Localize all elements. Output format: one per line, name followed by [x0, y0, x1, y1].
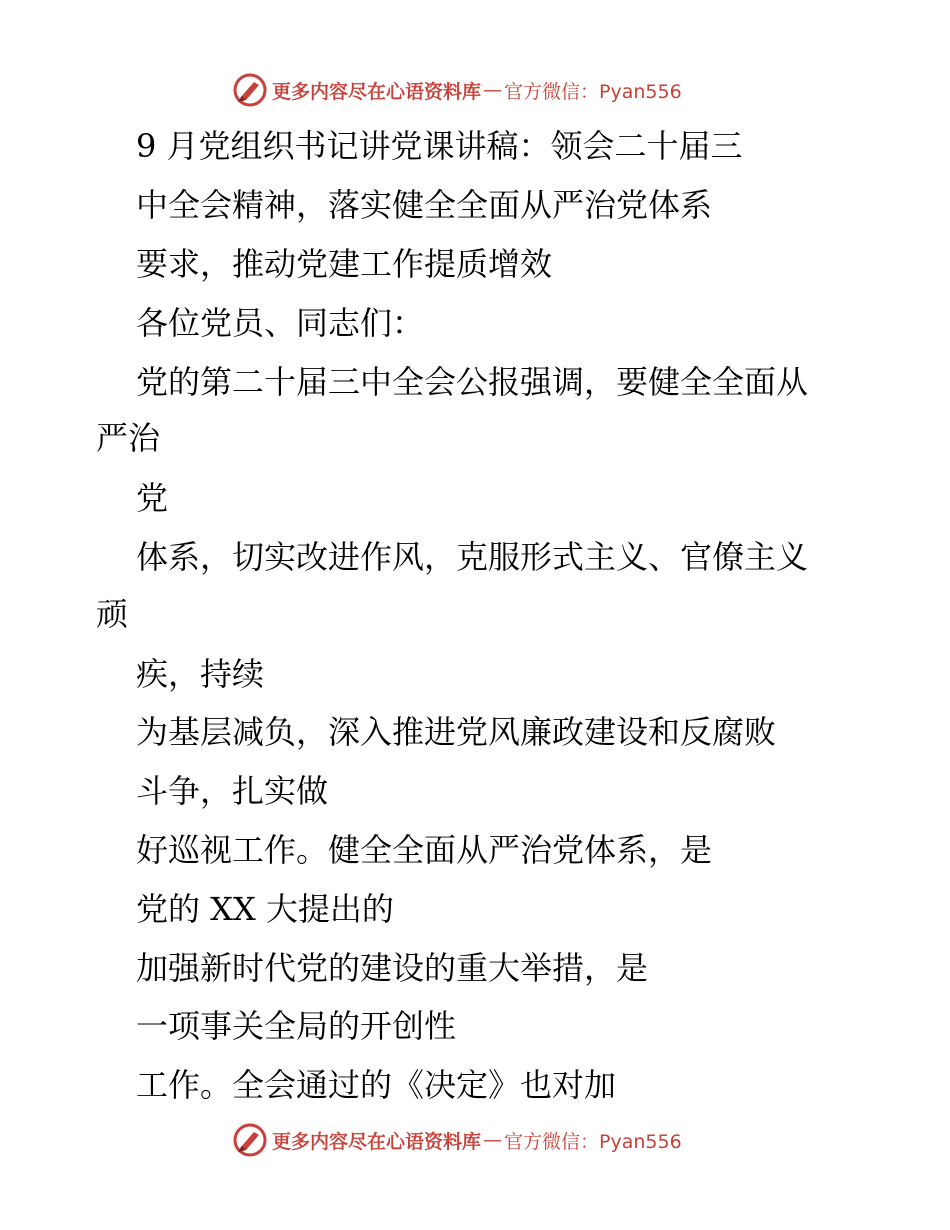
paragraph-line: 一项事关全局的开创性	[136, 1007, 457, 1045]
banner-text: 更多内容尽在心语资料库	[272, 80, 482, 103]
banner-official-wechat: 官方微信：Pyan556	[504, 1130, 682, 1153]
pen-logo-icon	[232, 1122, 268, 1158]
document-title-line-3: 要求，推动党建工作提质增效	[136, 245, 553, 283]
banner-separator: —	[483, 1129, 503, 1151]
paragraph-line: 工作。全会通过的《决定》也对加	[136, 1066, 617, 1104]
paragraph-line: 党	[136, 479, 169, 517]
paragraph-line: 加强新时代党的建设的重大举措，是	[136, 949, 649, 987]
paragraph-line: 疾，持续	[136, 655, 265, 693]
paragraph-line: 体系，切实改进作风，克服形式主义、官僚主义	[136, 538, 809, 576]
pen-logo-icon	[232, 72, 268, 108]
paragraph-line: 党的 XX 大提出的	[136, 890, 394, 928]
banner-separator: —	[483, 79, 503, 101]
paragraph-line: 严治	[96, 419, 161, 457]
banner-text: 更多内容尽在心语资料库	[272, 1130, 482, 1153]
document-title-line-1: 9 月党组织书记讲党课讲稿：领会二十届三	[136, 127, 743, 165]
paragraph-line: 斗争，扎实做	[136, 772, 329, 810]
footer-banner	[232, 1122, 682, 1158]
paragraph-line: 为基层减负，深入推进党风廉政建设和反腐败	[136, 713, 777, 751]
salutation: 各位党员、同志们：	[136, 304, 425, 342]
paragraph-line: 顽	[96, 595, 129, 633]
header-banner	[232, 72, 682, 108]
paragraph-line: 好巡视工作。健全全面从严治党体系，是	[136, 831, 713, 869]
paragraph-line: 党的第二十届三中全会公报强调，要健全全面从	[136, 363, 809, 401]
document-title-line-2: 中全会精神，落实健全全面从严治党体系	[136, 186, 713, 224]
banner-official-wechat: 官方微信：Pyan556	[504, 80, 682, 103]
